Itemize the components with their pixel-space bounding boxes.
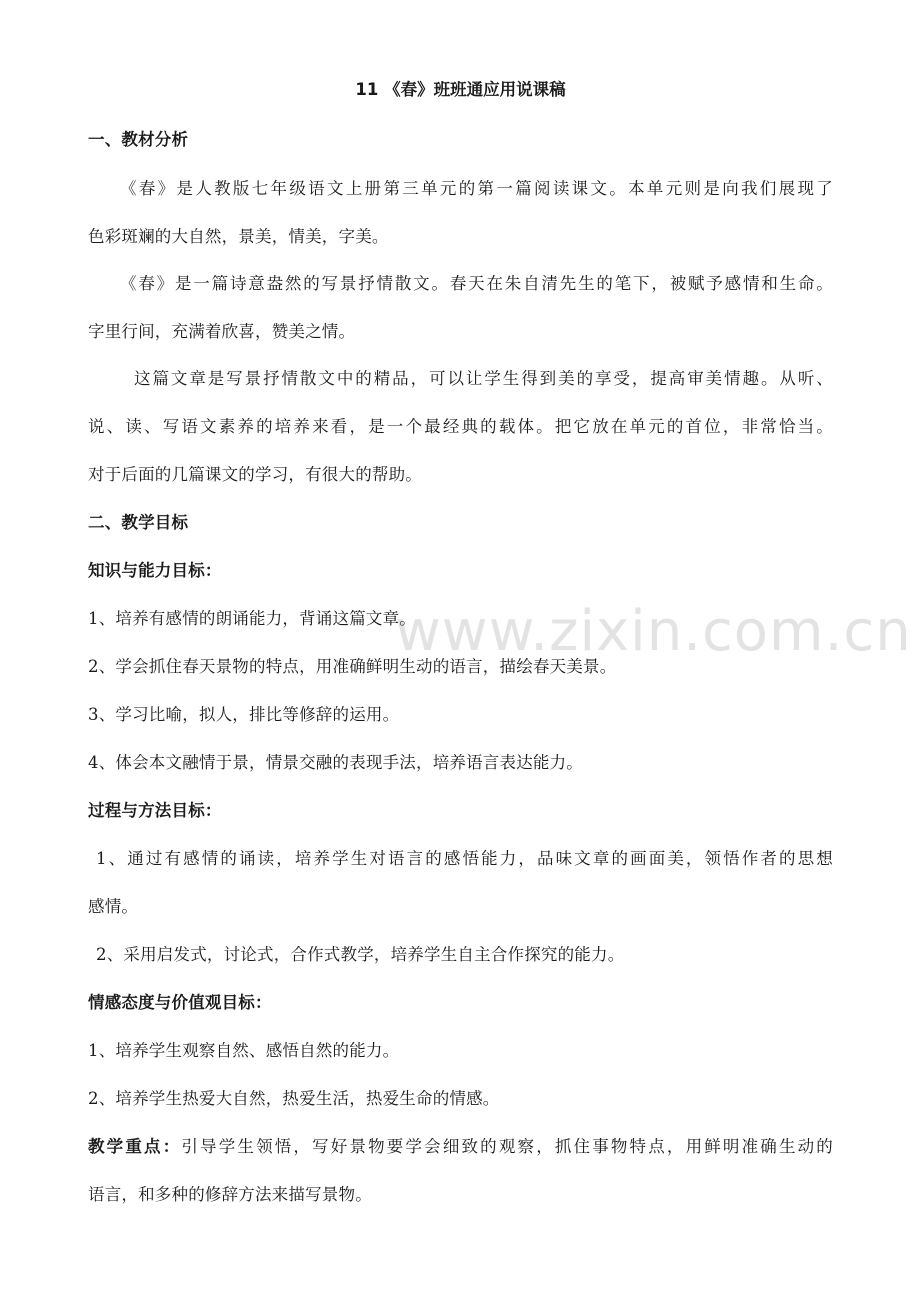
subheading-emotion: 情感态度与价值观目标： [88,993,272,1012]
section-heading-materials: 一、教材分析 [88,130,189,149]
watermark: www.zixin.com.cn [395,599,912,664]
key-point-text: 引导学生领悟，写好景物要学会细致的观察，抓住事物特点，用鲜明准确生动的 [181,1137,834,1156]
list-item: 2、培养学生热爱大自然，热爱生活，热爱生命的情感。 [88,1089,500,1108]
paragraph-line: 《春》是人教版七年级语文上册第三单元的第一篇阅读课文。本单元则是向我们展现了 [120,179,833,198]
key-point-label: 教学重点： [88,1137,182,1156]
list-item: 3、学习比喻，拟人，排比等修辞的运用。 [88,705,400,724]
paragraph-line: 《春》是一篇诗意盎然的写景抒情散文。春天在朱自清先生的笔下，被赋予感情和生命。 [120,274,833,293]
list-item-continuation: 感情。 [88,897,139,916]
list-item: 1、培养有感情的朗诵能力，背诵这篇文章。 [88,609,416,628]
list-item: 1、通过有感情的诵读，培养学生对语言的感悟能力，品味文章的画面美，领悟作者的思想 [96,849,833,868]
paragraph-line: 这篇文章是写景抒情散文中的精品，可以让学生得到美的享受，提高审美情趣。从听、 [134,369,833,388]
list-item: 1、培养学生观察自然、感悟自然的能力。 [88,1041,400,1060]
section-heading-objectives: 二、教学目标 [88,513,189,532]
paragraph-line: 说、读、写语文素养的培养来看，是一个最经典的载体。把它放在单元的首位，非常恰当。 [88,417,833,436]
list-item: 2、学会抓住春天景物的特点，用准确鲜明生动的语言，描绘春天美景。 [88,657,617,676]
paragraph-line: 色彩斑斓的大自然，景美，情美，字美。 [88,227,389,246]
list-item: 4、体会本文融情于景，情景交融的表现手法，培养语言表达能力。 [88,753,583,772]
paragraph-line: 字里行间，充满着欣喜，赞美之情。 [88,322,356,341]
key-point-line [88,1137,833,1157]
document-title: 11 《春》班班通应用说课稿 [355,80,566,99]
subheading-knowledge: 知识与能力目标： [88,561,222,580]
list-item: 2、采用启发式，讨论式，合作式教学，培养学生自主合作探究的能力。 [96,945,625,964]
key-point-continuation: 语言，和多种的修辞方法来描写景物。 [88,1185,372,1204]
paragraph-line: 对于后面的几篇课文的学习，有很大的帮助。 [88,465,422,484]
subheading-process: 过程与方法目标： [88,801,222,820]
